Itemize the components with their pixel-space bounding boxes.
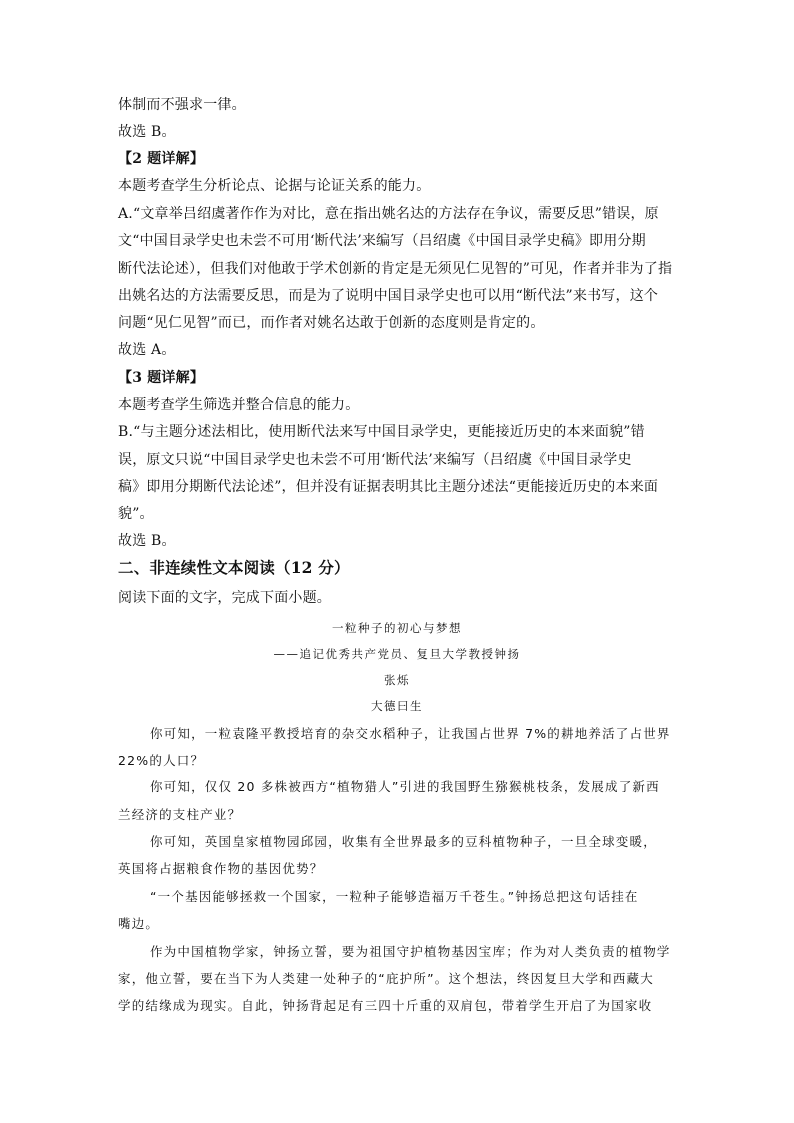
text-line: B.“与主题分述法相比，使用断代法来写中国目录学史，更能接近历史的本来面貌”错: [118, 424, 645, 440]
text-line: 本题考查学生筛选并整合信息的能力。: [118, 397, 360, 413]
article-paragraph-line: 你可知，仅仅 20 多株被西方“植物猎人”引进的我国野生猕猴桃枝条，发展成了新西: [150, 779, 660, 794]
article-author: 张烁: [384, 673, 410, 687]
answer-line: 故选 B。: [118, 124, 176, 140]
article-paragraph-line: 学的结缘成为现实。自此，钟扬背起足有三四十斤重的双肩包，带着学生开启了为国家收: [118, 998, 653, 1013]
article-paragraph-line: “一个基因能够拯救一个国家，一粒种子能够造福万千苍生。”钟扬总把这句话挂在: [150, 889, 639, 904]
text-line: 文“中国目录学史也未尝不可用‘断代法’来编写（吕绍虞《中国目录学史稿》即用分期: [118, 233, 646, 249]
article-paragraph-line: 22%的人口？: [118, 753, 205, 768]
text-line: 断代法论述），但我们对他敢于学术创新的肯定是无须见仁见智的”可见，作者并非为了指: [118, 261, 673, 277]
answer-line: 故选 B。: [118, 533, 176, 549]
text-line: 貌”。: [118, 506, 154, 522]
article-paragraph-line: 英国将占据粮食作物的基因优势？: [118, 861, 324, 876]
article-paragraph-line: 作为中国植物学家，钟扬立誓，要为祖国守护植物基因宝库；作为对人类负责的植物学: [150, 944, 671, 959]
question-heading: 【3 题详解】: [118, 370, 205, 386]
article-paragraph-line: 你可知，英国皇家植物园邱园，收集有全世界最多的豆科植物种子，一旦全球变暖，: [150, 834, 657, 849]
section-heading: 二、非连续性文本阅读（12 分）: [118, 558, 350, 577]
text-line: 问题“见仁见智”而已，而作者对姚名达敢于创新的态度则是肯定的。: [118, 315, 545, 331]
article-subtitle: ——追记优秀共产党员、复旦大学教授钟扬: [273, 647, 521, 661]
section-instruction: 阅读下面的文字，完成下面小题。: [118, 590, 331, 606]
article-title: 一粒种子的初心与梦想: [332, 621, 462, 635]
text-line: 稿》即用分期断代法论述”，但并没有证据表明其比主题分述法“更能接近历史的本来面: [118, 479, 659, 495]
text-line: 本题考查学生分析论点、论据与论证关系的能力。: [118, 178, 431, 194]
article-paragraph-line: 你可知，一粒袁隆平教授培育的杂交水稻种子，让我国占世界 7%的耕地养活了占世界: [150, 726, 671, 741]
article-section-title: 大德曰生: [371, 699, 423, 713]
question-heading: 【2 题详解】: [118, 151, 205, 167]
text-line: A.“文章举吕绍虞著作作为对比，意在指出姚名达的方法存在争议，需要反思”错误，原: [118, 206, 659, 222]
article-paragraph-line: 兰经济的支柱产业？: [118, 807, 242, 822]
text-line: 体制而不强求一律。: [118, 97, 246, 113]
text-line: 出姚名达的方法需要反思，而是为了说明中国目录学史也可以用“断代法”来书写，这个: [118, 288, 659, 304]
article-paragraph-line: 家，他立誓，要在当下为人类建一处种子的“庇护所”。这个想法，终因复旦大学和西藏大: [118, 971, 654, 986]
text-line: 误，原文只说“中国目录学史也未尝不可用‘断代法’来编写（吕绍虞《中国目录学史: [118, 452, 632, 468]
answer-line: 故选 A。: [118, 342, 176, 358]
article-paragraph-line: 嘴边。: [118, 916, 160, 931]
